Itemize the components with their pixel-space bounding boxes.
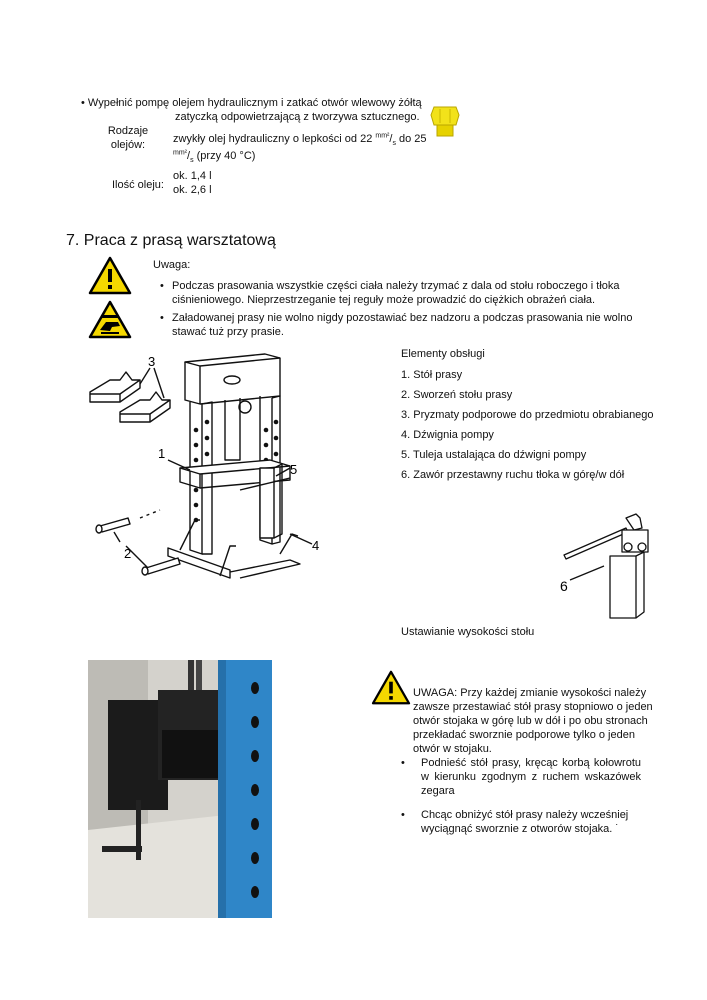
section-heading: 7. Praca z prasą warsztatową	[66, 232, 276, 249]
controls-list	[401, 368, 691, 488]
callout-6: 6	[560, 578, 568, 594]
oil-amount-values: ok. 1,4 l ok. 2,6 l	[173, 170, 212, 196]
oil-amount-label: Ilość oleju:	[112, 179, 164, 191]
oil-type-label: Rodzaje olejów:	[107, 125, 149, 151]
list-item: 3. Pryzmaty podporowe do przedmiotu obrabianego	[401, 409, 654, 421]
list-item: 6. Zawór przestawny ruchu tłoka w górę/w dół	[401, 469, 625, 481]
warning-icon	[88, 256, 132, 296]
table-height-photo	[88, 660, 272, 918]
list-item: • Załadowanej prasy nie wolno nigdy pozostawiać bez nadzoru a podczas prasowania nie wolno stawać tuż przy prasie.	[160, 311, 660, 339]
list-item: 5. Tuleja ustalająca do dźwigni pompy	[401, 449, 587, 461]
press-diagram	[80, 350, 400, 590]
callout-5: 5	[290, 462, 298, 477]
callout-4: 4	[312, 538, 320, 553]
list-item: • Podnieść stół prasy, kręcąc korbą kołowrotu w kierunku zgodnym z ruchem wskazówek zegara	[401, 756, 641, 798]
list-item: 2. Sworzeń stołu prasy	[401, 389, 513, 401]
list-item: • Chcąc obniżyć stół prasy należy wcześniej wyciągnąć sworznie z otworów stojaka. ˙	[401, 808, 641, 836]
callout-2: 2	[124, 546, 132, 561]
fill-line-1: Wypełnić pompę olejem hydraulicznym i zatkać otwór wlewowy żółtą	[87, 97, 422, 109]
note-label: Uwaga:	[153, 259, 191, 271]
list-item: • Podczas prasowania wszystkie części ciała należy trzymać z dala od stołu roboczego i tłoka ciśnieniowego. Nieprzestrzeganie tej reguły może prowadzić do ciężkich obrażeń ciała.	[160, 279, 660, 307]
controls-title: Elementy obsługi	[401, 348, 485, 360]
callout-1: 1	[158, 446, 166, 461]
hand-crush-warning-icon	[88, 300, 132, 340]
height-title: Ustawianie wysokości stołu	[401, 626, 535, 638]
valve-diagram	[556, 500, 656, 625]
oil-type-value: zwykły olej hydrauliczny o lepkości od 22 $^{mm^2}/_s$ do 25 $^{mm^2}/_s$ (przy 40 °C)	[173, 132, 427, 165]
warning-icon	[371, 670, 411, 706]
safety-bullets	[160, 279, 660, 343]
callout-3: 3	[148, 354, 156, 369]
fill-instruction: • Wypełnić pompę olejem hydraulicznym i zatkać otwór wlewowy żółtą zatyczką odpowietrzającą z tworzywa sztucznego.	[81, 96, 441, 124]
yellow-cap-icon	[428, 103, 462, 139]
height-bullets	[401, 756, 641, 840]
height-warning: UWAGA: Przy każdej zmianie wysokości należy zawsze przestawiać stół prasy stopniowo o jeden otwór stojaka w górę lub w dół i po obu stronach przekładać sworznie podporowe tylko o jeden otwór w stojaku.	[413, 687, 653, 755]
list-item: 1. Stół prasy	[401, 369, 463, 381]
list-item: 4. Dźwignia pompy	[401, 429, 494, 441]
press-table-photo	[88, 660, 272, 918]
fill-line-2: zatyczką odpowietrzającą z tworzywa sztucznego.	[175, 111, 420, 123]
